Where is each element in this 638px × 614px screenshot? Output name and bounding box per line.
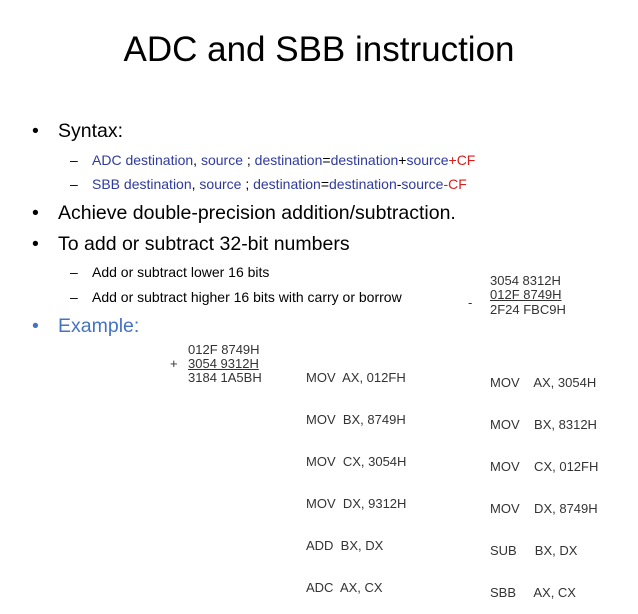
add-code-line: MOV BX, 8749H	[306, 412, 406, 427]
add-operator: +	[170, 356, 178, 371]
add-example	[170, 342, 262, 413]
add-code-line: MOV CX, 3054H	[306, 454, 407, 469]
dash: –	[70, 176, 78, 192]
bullet-double-label: Achieve double-precision addition/subtraction.	[58, 202, 456, 224]
bullet-dot: •	[32, 315, 39, 337]
adc-d2: destination	[330, 152, 399, 168]
sub-row2: 012F 8749H	[490, 287, 562, 302]
sbb-d1: destination	[253, 176, 321, 192]
sub-code-line: MOV CX, 012FH	[490, 459, 599, 474]
add-code	[306, 343, 406, 609]
sbb-cf: CF	[448, 176, 467, 192]
sbb-dest: destination	[123, 176, 192, 192]
dash: –	[70, 289, 78, 305]
sub-operator: -	[468, 295, 473, 310]
add-code-line: ADD BX, DX	[306, 538, 384, 553]
adc-plus1: +	[398, 152, 407, 168]
adc-s2: source	[406, 152, 449, 168]
sbb-sep: ;	[241, 176, 254, 192]
bullet-double	[32, 201, 456, 225]
sub-code-line: MOV AX, 3054H	[490, 375, 597, 390]
sub-higher-label: Add or subtract higher 16 bits with carry or borrow	[92, 289, 402, 305]
add-code-line: MOV DX, 9312H	[306, 496, 407, 511]
sbb-s2: source	[401, 176, 444, 192]
sub-adc	[70, 151, 475, 169]
adc-op: ADC	[92, 152, 122, 168]
adc-comma: ,	[193, 152, 201, 168]
bullet-syntax	[32, 119, 123, 143]
bullet-add32-label: To add or subtract 32-bit numbers	[58, 233, 350, 255]
add-code-line: MOV AX, 012FH	[306, 370, 406, 385]
sub-lower-label: Add or subtract lower 16 bits	[92, 264, 270, 280]
sub-result: 2F24 FBC9H	[490, 302, 566, 317]
adc-plus2: +	[448, 152, 457, 168]
adc-sep: ;	[242, 152, 255, 168]
sub-lower	[70, 263, 269, 281]
sub-code-line: SUB BX, DX	[490, 543, 578, 558]
sub-code-line: MOV BX, 8312H	[490, 417, 597, 432]
add-result: 3184 1A5BH	[188, 370, 262, 385]
dash: –	[70, 152, 78, 168]
bullet-add32	[32, 232, 350, 256]
bullet-example	[32, 314, 139, 338]
sub-sbb	[70, 175, 467, 193]
sub-code	[490, 348, 598, 614]
sbb-d2: destination	[329, 176, 397, 192]
adc-src: source	[200, 152, 243, 168]
sub-row1: 3054 8312H	[490, 273, 561, 288]
sbb-minus1: -	[396, 176, 402, 192]
adc-d1: destination	[254, 152, 323, 168]
sub-code-line: MOV DX, 8749H	[490, 501, 598, 516]
sbb-minus2: -	[443, 176, 449, 192]
slide-title: ADC and SBB instruction	[123, 30, 515, 69]
add-code-line: ADC AX, CX	[306, 580, 383, 595]
sbb-src: source	[199, 176, 242, 192]
sub-higher	[70, 288, 402, 306]
sub-code-line: SBB AX, CX	[490, 585, 576, 600]
bullet-dot: •	[32, 202, 39, 224]
bullet-syntax-label: Syntax:	[58, 120, 124, 142]
dash: –	[70, 264, 78, 280]
add-row1: 012F 8749H	[188, 342, 260, 357]
bullet-dot: •	[32, 120, 39, 142]
add-row2: 3054 9312H	[188, 356, 259, 371]
bullet-dot: •	[32, 233, 39, 255]
adc-eq: =	[322, 152, 331, 168]
bullet-example-label: Example:	[58, 315, 140, 337]
adc-cf: CF	[456, 152, 476, 168]
sbb-comma: ,	[191, 176, 200, 192]
sbb-eq: =	[320, 176, 330, 192]
sub-example	[468, 273, 566, 344]
sbb-op: SBB	[92, 176, 121, 192]
adc-dest: destination	[125, 152, 194, 168]
